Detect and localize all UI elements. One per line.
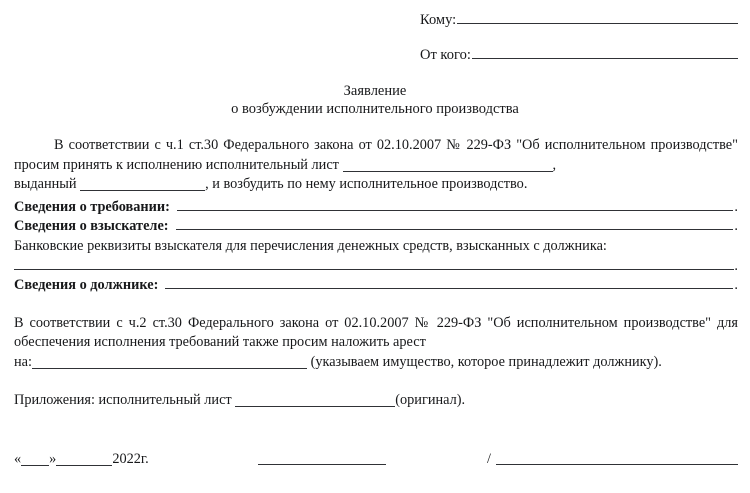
attachments-blank[interactable] — [235, 394, 395, 407]
attachments-line — [14, 391, 738, 411]
arrest-note: (указываем имущество, которое принадлежит должнику). — [310, 353, 662, 370]
paragraph-one-text-d: , и возбудить по нему исполнительное производство. — [205, 176, 528, 193]
claim-terminator: . — [734, 198, 738, 215]
signature-date — [14, 450, 149, 470]
arrest-property-blank[interactable] — [32, 356, 307, 369]
debtor-terminator: . — [734, 277, 738, 294]
paragraph-one — [14, 136, 738, 175]
claimant-terminator: . — [734, 218, 738, 235]
date-open-quote: « — [14, 451, 22, 467]
document-body — [14, 136, 738, 410]
recipient-blank-line[interactable] — [457, 10, 738, 24]
recipient-row — [420, 10, 738, 29]
document-title-block — [0, 82, 750, 118]
bank-details-blank-row — [14, 257, 738, 277]
date-day-blank[interactable] — [21, 453, 49, 466]
date-year: 2022г. — [112, 451, 149, 467]
addressee-header — [420, 10, 738, 64]
date-close-quote: » — [49, 451, 57, 467]
writ-number-blank[interactable] — [343, 159, 553, 172]
claim-blank-line[interactable] — [177, 198, 734, 211]
recipient-label: Кому: — [420, 12, 457, 28]
claimant-blank-line[interactable] — [176, 217, 734, 230]
sender-blank-line[interactable] — [472, 45, 738, 59]
sender-row — [420, 45, 738, 64]
issued-by-blank[interactable] — [80, 178, 205, 191]
bank-details-blank-line[interactable] — [14, 257, 734, 270]
paragraph-one-comma: , — [552, 156, 557, 173]
signature-footer — [14, 450, 738, 474]
document-subtitle: о возбуждении исполнительного производства — [231, 101, 519, 117]
signature-name-blank-line[interactable] — [496, 464, 738, 465]
field-row-claimant — [14, 217, 738, 237]
paragraph-one-cont — [14, 175, 738, 195]
field-row-debtor — [14, 276, 738, 296]
paragraph-one-text-a: В соответствии с ч.1 ст.30 Федерального закона от 02.10.2007 № 229-ФЗ "Об исполнительном производстве" просим принять к исполнению исполнительный лист — [14, 137, 738, 173]
signature-slash: / — [487, 451, 491, 467]
spacer — [14, 373, 738, 391]
bank-details-terminator: . — [734, 257, 738, 274]
paragraph-two: В соответствии с ч.2 ст.30 Федерального закона от 02.10.2007 № 229-ФЗ "Об исполнительном производстве" для обеспечения исполнения требований также просим наложить арест — [14, 314, 738, 351]
date-month-blank[interactable] — [56, 453, 112, 466]
spacer — [14, 296, 738, 314]
field-row-claim — [14, 198, 738, 218]
signature-blank-line[interactable] — [258, 464, 386, 465]
claim-label: Сведения о требовании: — [14, 198, 170, 215]
sender-label: От кого: — [420, 47, 471, 63]
document-title: Заявление — [343, 83, 407, 99]
debtor-label: Сведения о должнике: — [14, 277, 159, 294]
attachments-prefix: Приложения: исполнительный лист — [14, 391, 232, 408]
claimant-label: Сведения о взыскателе: — [14, 218, 169, 235]
debtor-blank-line[interactable] — [165, 276, 733, 289]
attachments-suffix: (оригинал). — [395, 391, 466, 408]
arrest-prefix: на: — [14, 353, 32, 370]
signature-row — [14, 450, 738, 474]
bank-details-text: Банковские реквизиты взыскателя для перечисления денежных средств, взысканных с должника: — [14, 237, 607, 254]
paragraph-one-text-c: выданный — [14, 176, 77, 193]
paragraph-two-cont — [14, 353, 738, 373]
